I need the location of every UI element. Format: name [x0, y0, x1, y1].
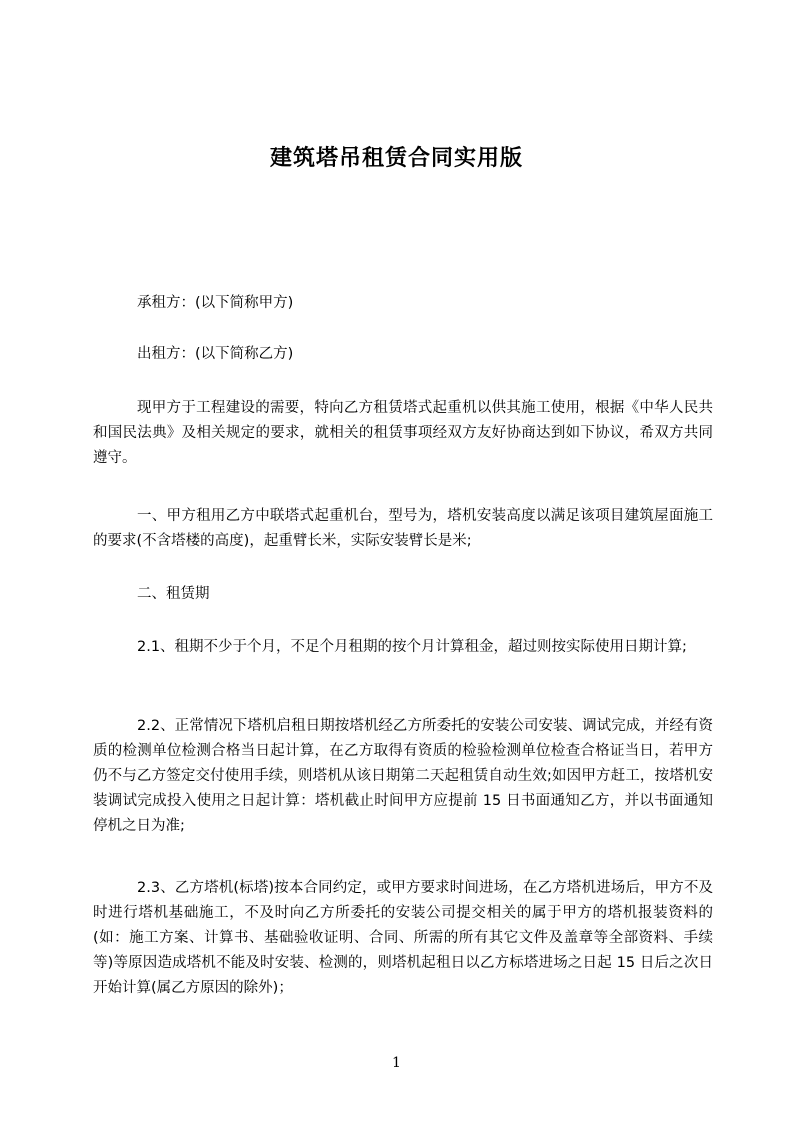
- paragraph-lessee: 承租方：(以下简称甲方): [137, 295, 294, 311]
- paragraph-clause-1: 一、甲方租用乙方中联塔式起重机台，型号为，塔机安装高度以满足该项目建筑屋面施工的要求(不含塔楼的高度)，起重臂长米，实际安装臂长是米;: [93, 508, 713, 549]
- paragraph-clause-2-1: 2.1、租期不少于个月，不足个月租期的按个月计算租金，超过则按实际使用日期计算;: [137, 639, 687, 655]
- paragraph-clause-2-2: 2.2、正常情况下塔机启租日期按塔机经乙方所委托的安装公司安装、调试完成，并经有资质的检测单位检测合格当日起计算，在乙方取得有资质的检验检测单位检查合格证当日，若甲方仍不与乙方签定交付使用手续，则塔机从该日期第二天起租赁自动生效;如因甲方赶工，按塔机安装调试完成投入使用之日起计算：塔机截止时间甲方应提前 15 日书面通知乙方，并以书面通知停机之日为准;: [93, 718, 713, 834]
- paragraph-clause-2-3: 2.3、乙方塔机(标塔)按本合同约定，或甲方要求时间进场，在乙方塔机进场后，甲方不及时进行塔机基础施工，不及时向乙方所委托的安装公司提交相关的属于甲方的塔机报装资料的(如：施工方案、计算书、基础验收证明、合同、所需的所有其它文件及盖章等全部资料、手续等)等原因造成塔机不能及时安装、检测的，则塔机起租日以乙方标塔进场之日起 15 日后之次日开始计算(属乙方原因的除外)；: [93, 880, 713, 996]
- paragraph-lessor: 出租方：(以下简称乙方): [137, 346, 294, 362]
- section-heading-lease-term: 二、租赁期: [137, 586, 210, 602]
- paragraph-preamble: 现甲方于工程建设的需要，特向乙方租赁塔式起重机以供其施工使用，根据《中华人民共和国民法典》及相关规定的要求，就相关的租赁事项经双方友好协商达到如下协议，希双方共同遵守。: [93, 400, 713, 466]
- document-title: 建筑塔吊租赁合同实用版: [269, 146, 523, 171]
- page-number: 1: [392, 1055, 401, 1071]
